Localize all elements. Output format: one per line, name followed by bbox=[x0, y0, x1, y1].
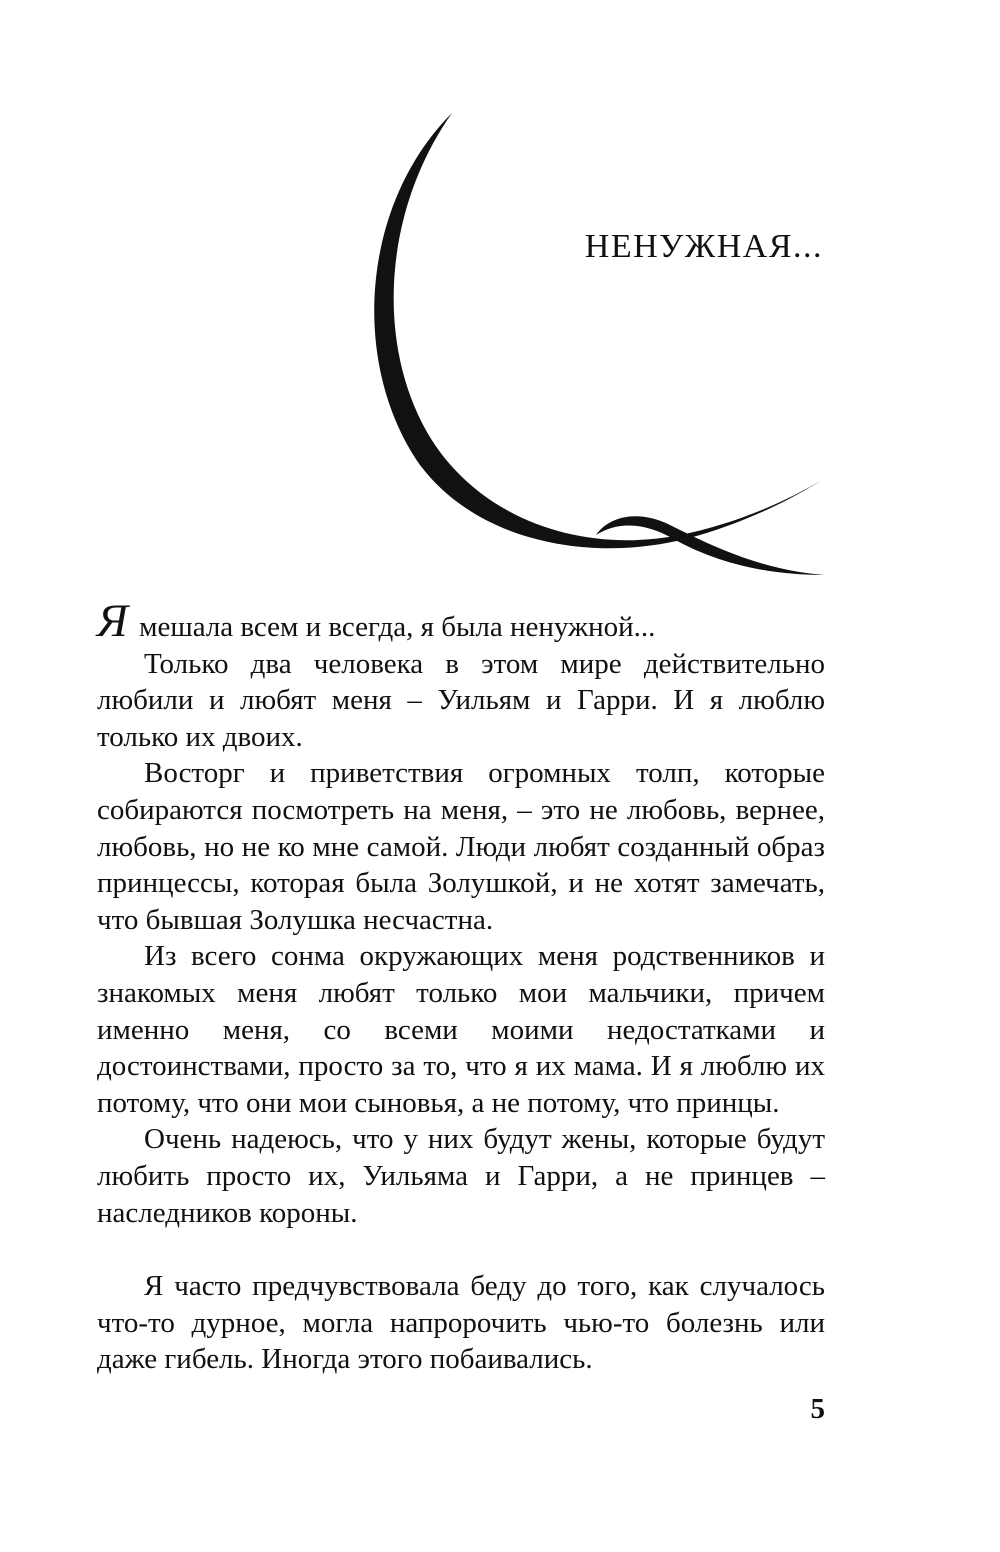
paragraph-1 bbox=[97, 595, 825, 647]
paragraph-3: Восторг и приветствия огромных толп, которые собираются посмотреть на меня, – это не любовь, вернее, любовь, но не ко мне самой. Люди любят созданный образ принцессы, которая была Золушкой, и не хотят замечать, что бывшая Золушка несчастна. bbox=[97, 757, 825, 936]
page-number: 5 bbox=[810, 1393, 825, 1425]
paragraph-5: Очень надеюсь, что у них будут жены, которые будут любить просто их, Уильяма и Гарри, а не принцев – наследников короны. bbox=[97, 1123, 825, 1229]
crescent-ornament-icon bbox=[360, 105, 840, 595]
section-break bbox=[97, 1231, 825, 1268]
drop-cap: Я bbox=[97, 595, 128, 647]
body-text bbox=[97, 595, 825, 1378]
paragraph-6: Я часто предчувствовала беду до того, как случалось что-то дурное, могла напророчить чью-то болезнь или даже гибель. Иногда этого побаивались. bbox=[97, 1270, 825, 1376]
paragraph-2: Только два человека в этом мире действительно любили и любят меня – Уильям и Гарри. И я люблю только их двоих. bbox=[97, 647, 825, 753]
paragraph-4: Из всего сонма окружающих меня родственников и знакомых меня любят только мои мальчики, причем именно меня, со всеми моими недостатками и достоинствами, просто за то, что я их мама. И я люблю их потому, что они мои сыновья, а не потому, что принцы. bbox=[97, 940, 825, 1119]
paragraph-1-text: мешала всем и всегда, я была ненужной... bbox=[131, 611, 656, 643]
chapter-title: НЕНУЖНАЯ... bbox=[584, 228, 823, 265]
